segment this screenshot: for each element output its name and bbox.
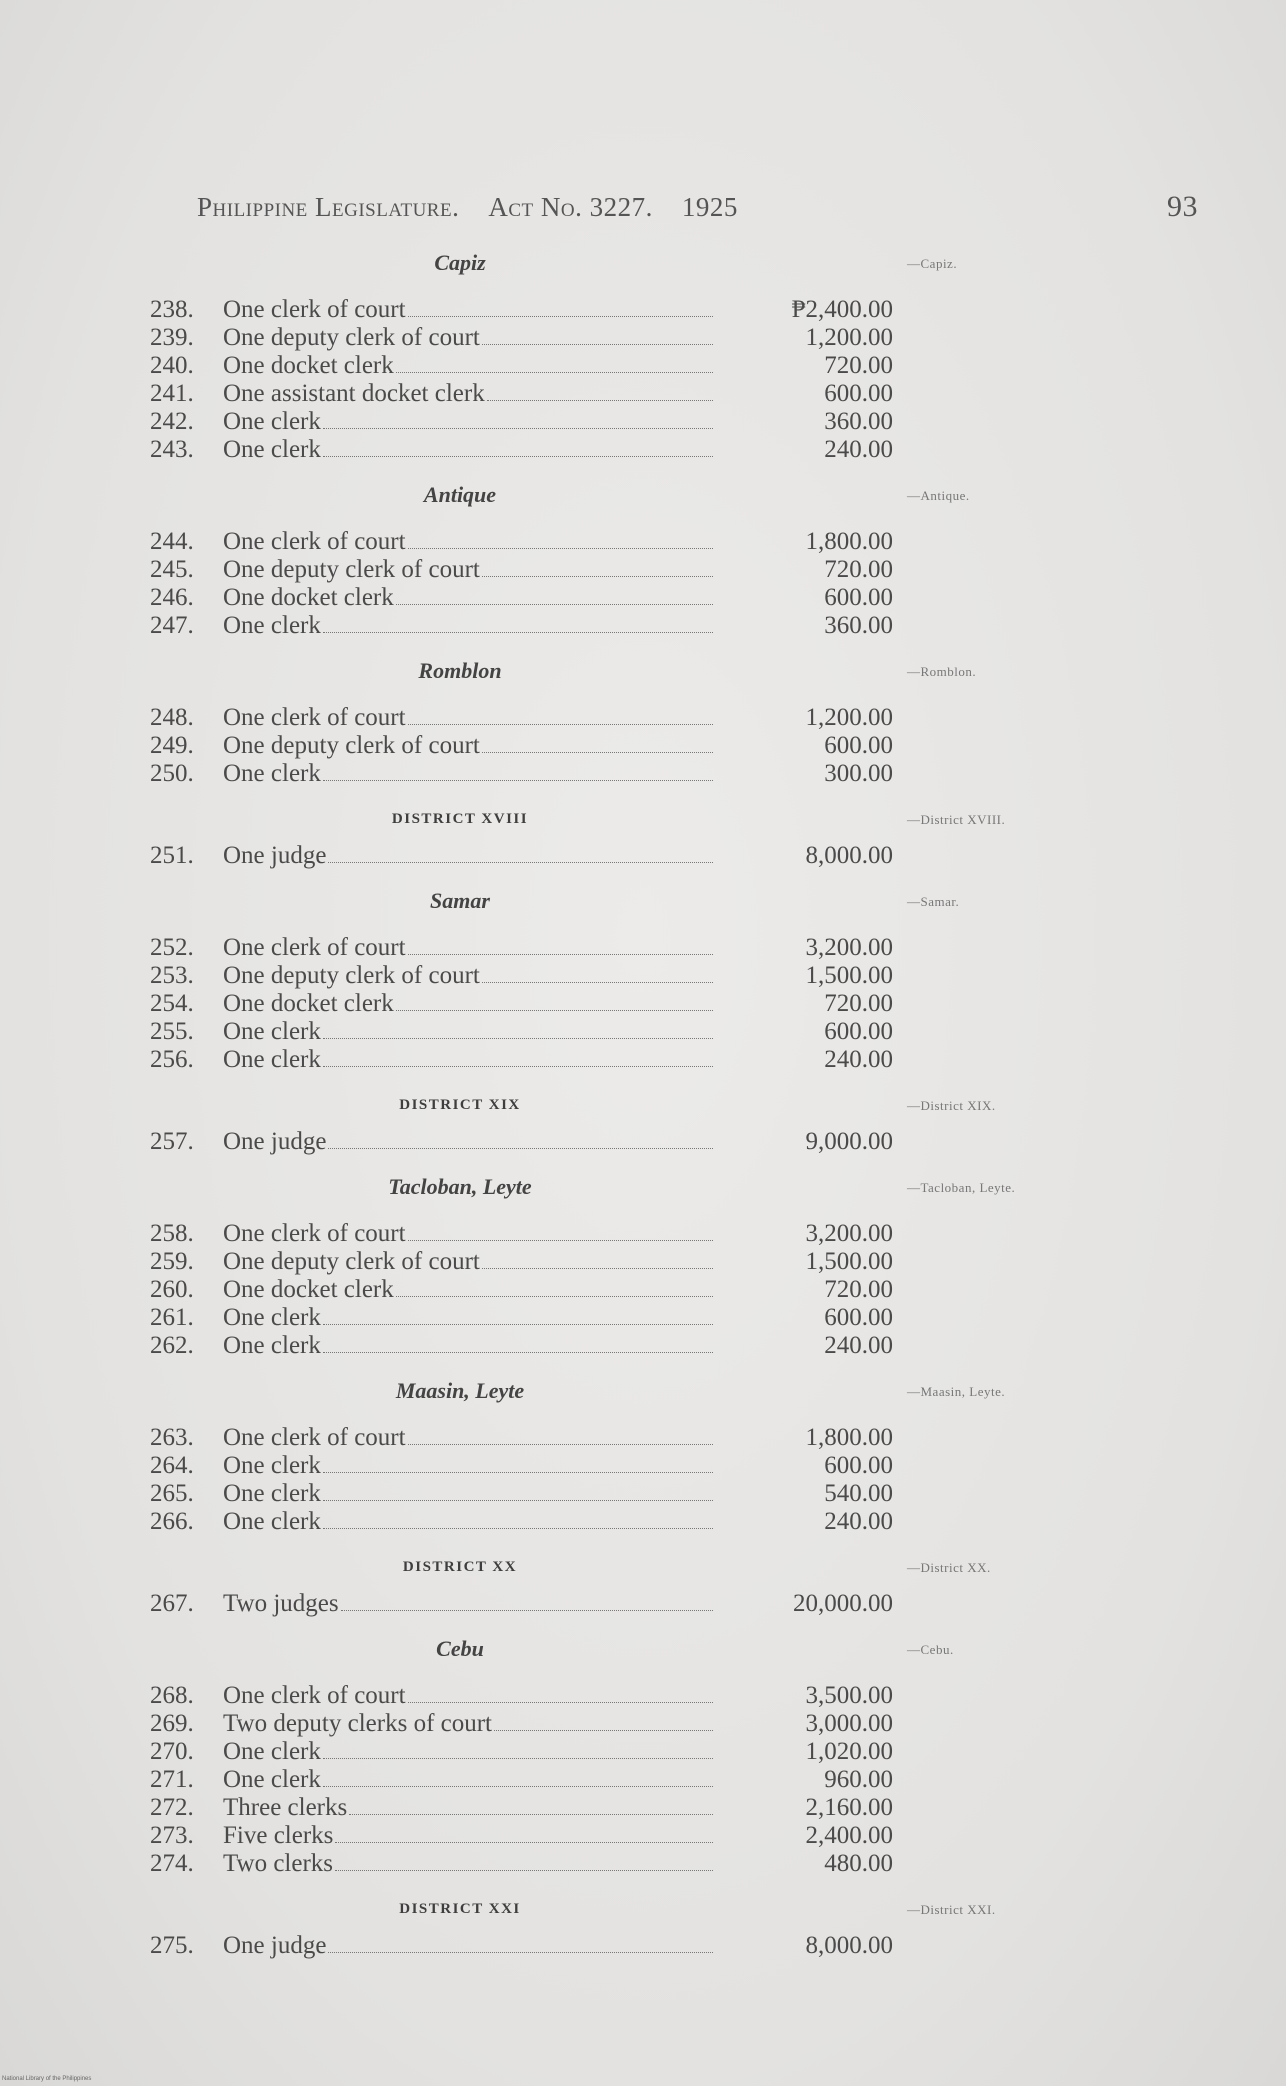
dot-leader (323, 428, 713, 429)
margin-note: —Romblon. (907, 664, 977, 679)
item-description (223, 1932, 713, 1960)
item-number: 252. (150, 934, 194, 961)
list-item (150, 1508, 910, 1536)
list-item (150, 380, 910, 408)
item-description-text: One clerk (223, 1452, 321, 1479)
margin-note: —Antique. (907, 488, 970, 503)
item-description-text: One deputy clerk of court (223, 1248, 480, 1275)
item-description-text: One deputy clerk of court (223, 556, 480, 583)
dot-leader (323, 1352, 713, 1353)
margin-note: —District XX. (907, 1560, 991, 1575)
item-description-text: One clerk of court (223, 1682, 406, 1709)
item-description (223, 584, 713, 612)
item-number: 256. (150, 1046, 194, 1073)
item-description (223, 296, 713, 324)
dot-leader (482, 982, 713, 983)
item-description (223, 1850, 713, 1878)
item-description-text: One clerk (223, 1480, 321, 1507)
dot-leader (408, 548, 713, 549)
item-number: 262. (150, 1332, 194, 1359)
item-amount: 600.00 (824, 380, 893, 407)
item-description-text: Two deputy clerks of court (223, 1710, 493, 1737)
item-number: 248. (150, 704, 194, 731)
item-description (223, 556, 713, 584)
list-item (150, 704, 910, 732)
dot-leader (408, 1240, 713, 1241)
section-heading: DISTRICT XXI (399, 1901, 521, 1917)
list-item (150, 1248, 910, 1276)
list-item (150, 1932, 910, 1960)
item-description-text: One clerk of court (223, 704, 406, 731)
item-number: 260. (150, 1276, 194, 1303)
list-item (150, 1822, 910, 1850)
item-number: 242. (150, 408, 194, 435)
item-number: 263. (150, 1424, 194, 1451)
item-description (223, 1424, 713, 1452)
dot-leader (323, 1324, 713, 1325)
running-title: Philippine Legislature. (197, 192, 460, 222)
item-amount: 2,400.00 (805, 1822, 893, 1849)
item-amount: 2,160.00 (805, 1794, 893, 1821)
section-capiz (150, 246, 958, 478)
section-antique (150, 478, 970, 654)
section-spacer (150, 1878, 910, 1892)
item-amount: 240.00 (824, 1508, 893, 1535)
dot-leader (335, 1870, 713, 1871)
item-description-text: One deputy clerk of court (223, 324, 480, 351)
margin-note: —Maasin, Leyte. (907, 1384, 1006, 1399)
item-number: 241. (150, 380, 194, 407)
item-amount: 720.00 (824, 352, 893, 379)
dot-leader (323, 780, 713, 781)
item-number: 265. (150, 1480, 194, 1507)
item-number: 257. (150, 1128, 194, 1155)
item-description (223, 1128, 713, 1156)
list-item (150, 1738, 910, 1766)
page-header (197, 192, 1227, 223)
list-item (150, 1794, 910, 1822)
list-item (150, 528, 910, 556)
dot-leader (323, 456, 713, 457)
item-description (223, 1766, 713, 1794)
dot-leader (408, 724, 713, 725)
item-number: 254. (150, 990, 194, 1017)
section-heading: DISTRICT XX (402, 1559, 518, 1575)
dot-leader (323, 1528, 713, 1529)
list-item (150, 1304, 910, 1332)
item-amount: 720.00 (824, 556, 893, 583)
list-item (150, 1766, 910, 1794)
item-number: 239. (150, 324, 194, 351)
list-item (150, 842, 910, 870)
item-number: 244. (150, 528, 194, 555)
item-amount: 1,800.00 (805, 1424, 893, 1451)
list-item (150, 1480, 910, 1508)
item-description (223, 934, 713, 962)
item-description (223, 1046, 713, 1074)
list-item (150, 1590, 910, 1618)
item-description (223, 1794, 713, 1822)
item-description-text: One docket clerk (223, 352, 394, 379)
item-description (223, 1018, 713, 1046)
item-description-text: One judge (223, 842, 327, 869)
item-description (223, 612, 713, 640)
item-amount: 1,020.00 (805, 1738, 893, 1765)
item-description (223, 842, 713, 870)
item-number: 240. (150, 352, 194, 379)
item-amount: 240.00 (824, 436, 893, 463)
item-description-text: One clerk of court (223, 1424, 406, 1451)
section-maasin-leyte (150, 1374, 1006, 1550)
item-description (223, 1590, 713, 1618)
item-number: 270. (150, 1738, 194, 1765)
dot-leader (328, 862, 713, 863)
section-district-xix (150, 1088, 996, 1170)
dot-leader (335, 1842, 713, 1843)
list-item (150, 1332, 910, 1360)
list-item (150, 1682, 910, 1710)
section-heading: Cebu (436, 1636, 484, 1661)
item-description-text: One clerk of court (223, 296, 406, 323)
list-item (150, 1850, 910, 1878)
item-description (223, 380, 713, 408)
section-spacer (150, 464, 910, 478)
section-spacer (150, 1156, 910, 1170)
dot-leader (323, 1786, 713, 1787)
dot-leader (349, 1814, 713, 1815)
item-description-text: One clerk (223, 1304, 321, 1331)
section-romblon (150, 654, 977, 802)
list-item (150, 1276, 910, 1304)
item-description (223, 436, 713, 464)
item-description-text: One deputy clerk of court (223, 962, 480, 989)
item-number: 274. (150, 1850, 194, 1877)
item-amount: 3,200.00 (805, 934, 893, 961)
item-number: 275. (150, 1932, 194, 1959)
list-item (150, 1018, 910, 1046)
list-item (150, 732, 910, 760)
dot-leader (396, 1010, 713, 1011)
item-description-text: Three clerks (223, 1794, 348, 1821)
section-heading: DISTRICT XIX (399, 1097, 521, 1113)
scan-footer: National Library of the Philippines (2, 2076, 92, 2082)
item-number: 253. (150, 962, 194, 989)
dot-leader (328, 1952, 713, 1953)
item-description (223, 990, 713, 1018)
item-description (223, 962, 713, 990)
item-number: 246. (150, 584, 194, 611)
dot-leader (408, 954, 713, 955)
item-description-text: One clerk of court (223, 528, 406, 555)
item-number: 251. (150, 842, 194, 869)
dot-leader (408, 316, 713, 317)
margin-note: —Tacloban, Leyte. (907, 1180, 1016, 1195)
item-description-text: One clerk (223, 1738, 321, 1765)
item-description (223, 732, 713, 760)
section-samar (150, 884, 960, 1088)
item-description-text: Two clerks (223, 1850, 334, 1877)
item-amount: 720.00 (824, 1276, 893, 1303)
item-amount: 960.00 (824, 1766, 893, 1793)
list-item (150, 408, 910, 436)
list-item (150, 1128, 910, 1156)
list-item (150, 612, 910, 640)
item-amount: 1,200.00 (805, 324, 893, 351)
list-item (150, 352, 910, 380)
item-amount: 1,800.00 (805, 528, 893, 555)
item-number: 271. (150, 1766, 194, 1793)
dot-leader (408, 1702, 713, 1703)
item-description (223, 760, 713, 788)
list-item (150, 296, 910, 324)
item-description (223, 1822, 713, 1850)
section-heading: DISTRICT XVIII (391, 811, 529, 827)
item-number: 261. (150, 1304, 194, 1331)
list-item (150, 1046, 910, 1074)
section-cebu (150, 1632, 954, 1892)
item-description (223, 528, 713, 556)
item-description-text: One judge (223, 1932, 327, 1959)
section-heading: Tacloban, Leyte (388, 1174, 532, 1199)
act-number: Act No. 3227. (488, 192, 653, 222)
list-item (150, 1424, 910, 1452)
item-number: 259. (150, 1248, 194, 1275)
dot-leader (323, 1066, 713, 1067)
item-amount: 240.00 (824, 1332, 893, 1359)
item-description-text: One clerk (223, 1018, 321, 1045)
dot-leader (396, 1296, 713, 1297)
list-item (150, 1220, 910, 1248)
item-number: 273. (150, 1822, 194, 1849)
dot-leader (323, 1038, 713, 1039)
item-number: 250. (150, 760, 194, 787)
item-number: 269. (150, 1710, 194, 1737)
item-amount: 3,000.00 (805, 1710, 893, 1737)
item-description-text: One deputy clerk of court (223, 732, 480, 759)
dot-leader (323, 1472, 713, 1473)
list-item (150, 1452, 910, 1480)
item-number: 247. (150, 612, 194, 639)
item-description-text: One judge (223, 1128, 327, 1155)
margin-note: —Capiz. (907, 256, 958, 271)
item-number: 255. (150, 1018, 194, 1045)
item-description-text: One assistant docket clerk (223, 380, 485, 407)
item-amount: 480.00 (824, 1850, 893, 1877)
item-amount: 240.00 (824, 1046, 893, 1073)
item-amount: 8,000.00 (805, 842, 893, 869)
item-description (223, 324, 713, 352)
section-spacer (150, 1960, 910, 1974)
item-description (223, 1452, 713, 1480)
item-number: 238. (150, 296, 194, 323)
item-amount: 360.00 (824, 612, 893, 639)
item-amount: 3,200.00 (805, 1220, 893, 1247)
margin-note: —Samar. (907, 894, 960, 909)
item-description (223, 1220, 713, 1248)
dot-leader (482, 344, 713, 345)
item-amount: 8,000.00 (805, 1932, 893, 1959)
list-item (150, 962, 910, 990)
item-description (223, 1508, 713, 1536)
section-spacer (150, 1618, 910, 1632)
item-number: 243. (150, 436, 194, 463)
section-heading: Maasin, Leyte (395, 1378, 525, 1403)
item-description (223, 704, 713, 732)
item-number: 264. (150, 1452, 194, 1479)
margin-note: —Cebu. (907, 1642, 954, 1657)
item-number: 258. (150, 1220, 194, 1247)
section-spacer (150, 1536, 910, 1550)
dot-leader (323, 1500, 713, 1501)
list-item (150, 934, 910, 962)
item-amount: 600.00 (824, 1018, 893, 1045)
item-amount: 1,200.00 (805, 704, 893, 731)
section-spacer (150, 640, 910, 654)
item-number: 249. (150, 732, 194, 759)
item-amount: 1,500.00 (805, 962, 893, 989)
dot-leader (323, 632, 713, 633)
margin-note: —District XVIII. (907, 812, 1006, 827)
list-item (150, 584, 910, 612)
item-description-text: One clerk (223, 1332, 321, 1359)
section-district-xx (150, 1550, 991, 1632)
item-amount: 600.00 (824, 584, 893, 611)
item-amount: 3,500.00 (805, 1682, 893, 1709)
item-description (223, 1710, 713, 1738)
item-description-text: One clerk (223, 436, 321, 463)
section-spacer (150, 1074, 910, 1088)
item-description-text: One clerk of court (223, 1220, 406, 1247)
item-description (223, 1332, 713, 1360)
dot-leader (482, 576, 713, 577)
item-description-text: One clerk (223, 760, 321, 787)
item-description-text: One docket clerk (223, 990, 394, 1017)
item-number: 245. (150, 556, 194, 583)
dot-leader (487, 400, 713, 401)
item-number: 268. (150, 1682, 194, 1709)
item-description-text: One docket clerk (223, 584, 394, 611)
item-description (223, 1480, 713, 1508)
item-amount: 600.00 (824, 1304, 893, 1331)
item-amount: 360.00 (824, 408, 893, 435)
dot-leader (341, 1610, 713, 1611)
list-item (150, 760, 910, 788)
item-description-text: One clerk (223, 408, 321, 435)
dot-leader (482, 752, 713, 753)
item-description-text: One clerk (223, 1508, 321, 1535)
item-description (223, 1276, 713, 1304)
item-description (223, 1738, 713, 1766)
item-amount: 720.00 (824, 990, 893, 1017)
section-spacer (150, 1360, 910, 1374)
dot-leader (408, 1444, 713, 1445)
item-amount: 600.00 (824, 1452, 893, 1479)
page-number: 93 (1167, 190, 1198, 223)
list-item (150, 556, 910, 584)
item-description-text: One clerk (223, 612, 321, 639)
item-number: 272. (150, 1794, 194, 1821)
item-amount: 1,500.00 (805, 1248, 893, 1275)
item-amount: 9,000.00 (805, 1128, 893, 1155)
item-description-text: One docket clerk (223, 1276, 394, 1303)
item-number: 267. (150, 1590, 194, 1617)
item-description-text: Five clerks (223, 1822, 334, 1849)
item-description (223, 408, 713, 436)
item-description-text: Two judges (223, 1590, 339, 1617)
margin-note: —District XIX. (907, 1098, 996, 1113)
item-amount: 540.00 (824, 1480, 893, 1507)
section-heading: Samar (430, 888, 490, 913)
item-description (223, 1304, 713, 1332)
list-item (150, 436, 910, 464)
section-district-xxi (150, 1892, 996, 1974)
item-amount: 600.00 (824, 732, 893, 759)
item-description (223, 1248, 713, 1276)
section-district-xviii (150, 802, 1006, 884)
section-tacloban-leyte (150, 1170, 1016, 1374)
list-item (150, 990, 910, 1018)
margin-note: —District XXI. (907, 1902, 996, 1917)
item-number: 266. (150, 1508, 194, 1535)
dot-leader (323, 1758, 713, 1759)
year: 1925 (681, 192, 738, 222)
item-description (223, 352, 713, 380)
item-description-text: One clerk (223, 1766, 321, 1793)
item-amount: 20,000.00 (793, 1590, 893, 1617)
item-description-text: One clerk of court (223, 934, 406, 961)
appropriation-list (150, 246, 1016, 1974)
section-heading: Capiz (434, 250, 486, 275)
item-amount: ₱2,400.00 (791, 296, 893, 323)
item-description-text: One clerk (223, 1046, 321, 1073)
section-heading: Romblon (418, 658, 502, 683)
list-item (150, 324, 910, 352)
item-description (223, 1682, 713, 1710)
dot-leader (396, 604, 713, 605)
list-item (150, 1710, 910, 1738)
item-amount: 300.00 (824, 760, 893, 787)
section-spacer (150, 788, 910, 802)
section-spacer (150, 870, 910, 884)
dot-leader (396, 372, 713, 373)
dot-leader (482, 1268, 713, 1269)
dot-leader (494, 1730, 713, 1731)
section-heading: Antique (423, 482, 497, 507)
dot-leader (328, 1148, 713, 1149)
